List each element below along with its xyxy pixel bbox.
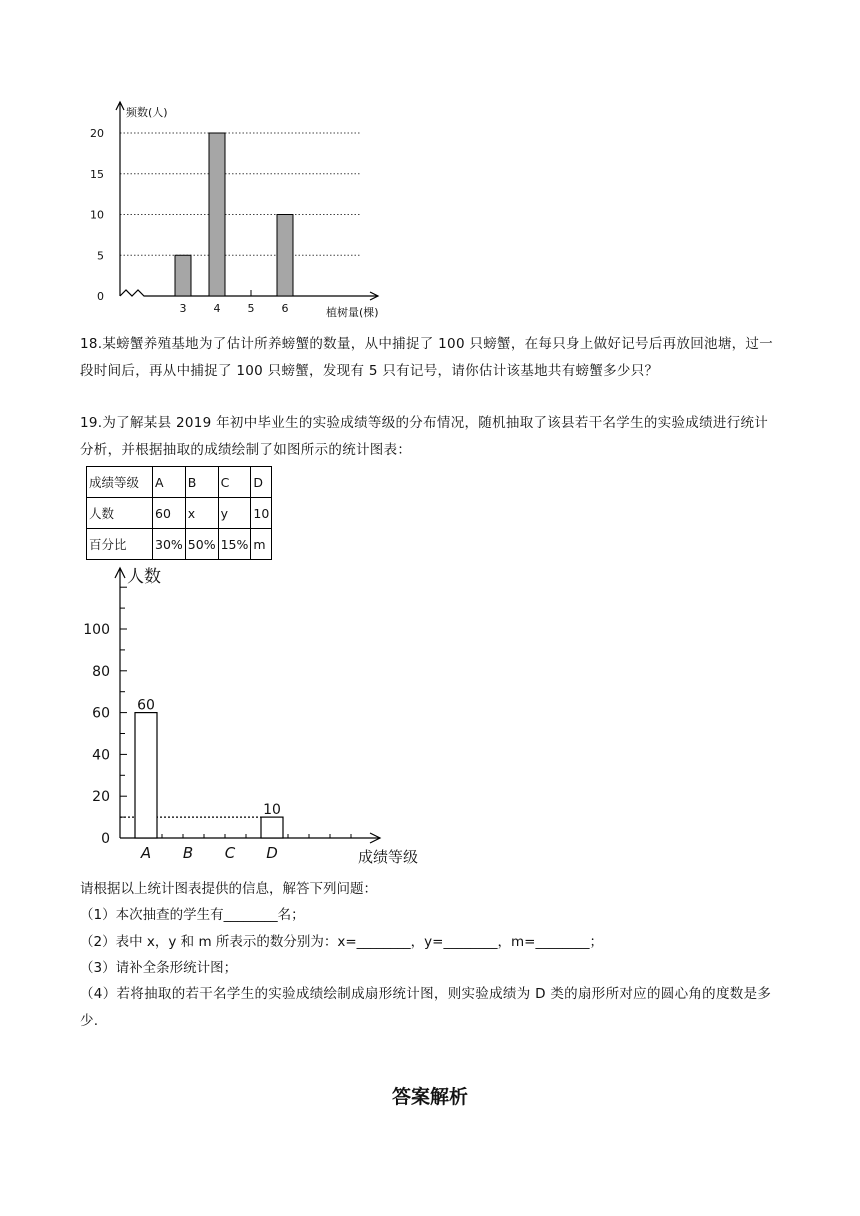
x-tick-label: B bbox=[182, 844, 194, 862]
x-axis-label: 植树量(棵) bbox=[326, 306, 379, 319]
x-tick-label: 3 bbox=[179, 302, 187, 315]
x-tick-label: C bbox=[224, 844, 236, 862]
y-tick-label: 60 bbox=[92, 705, 110, 722]
table-cell: 人数 bbox=[87, 498, 153, 529]
table-cell: 30% bbox=[153, 529, 186, 560]
grade-bar-chart bbox=[80, 560, 440, 870]
y-tick-label: 80 bbox=[92, 663, 110, 680]
data-label-D: 10 bbox=[263, 802, 281, 819]
x-axis-label: 成绩等级 bbox=[358, 848, 419, 866]
bar-A bbox=[135, 713, 157, 838]
table-cell: C bbox=[218, 467, 251, 498]
table-cell: y bbox=[218, 498, 251, 529]
x-tick-label: 5 bbox=[247, 302, 255, 315]
question-18: 18.某螃蟹养殖基地为了估计所养螃蟹的数量，从中捕捉了 100 只螃蟹，在每只身上做好记号后再放回池塘，过一段时间后，再从中捕捉了 100 只螃蟹，发现有 5 只有记号，请你估计该基地共有螃蟹多少只？ bbox=[80, 336, 774, 379]
table-row bbox=[87, 467, 272, 498]
x-tick-label: A bbox=[140, 844, 152, 862]
y-tick-label: 40 bbox=[92, 747, 110, 764]
y-axis-label: 人数 bbox=[127, 567, 161, 587]
bar-3 bbox=[175, 255, 191, 296]
question-19-part-4: （4）若将抽取的若干名学生的实验成绩绘制成扇形统计图，则实验成绩为 D 类的扇形所对应的圆心角的度数是多少. bbox=[80, 986, 772, 1029]
y-tick-label: 5 bbox=[97, 249, 104, 263]
x-tick-label: 6 bbox=[281, 302, 289, 315]
tree-planting-bar-chart bbox=[80, 92, 400, 324]
y-tick-label: 0 bbox=[97, 290, 104, 303]
y-axis-label: 频数(人) bbox=[126, 106, 168, 119]
table-cell: A bbox=[153, 467, 186, 498]
bar-6 bbox=[277, 215, 293, 297]
answer-heading: 答案解析 bbox=[391, 1086, 468, 1108]
y-tick-label: 20 bbox=[92, 789, 110, 806]
table-cell: 60 bbox=[153, 498, 186, 529]
y-tick-label: 20 bbox=[90, 127, 104, 140]
question-19-part-2: （2）表中 x，y 和 m 所表示的数分别为：x=________，y=________，m=________； bbox=[80, 934, 603, 950]
table-cell: x bbox=[185, 498, 218, 529]
grade-table bbox=[86, 466, 272, 560]
y-tick-label: 0 bbox=[101, 831, 110, 847]
table-cell: 成绩等级 bbox=[87, 467, 153, 498]
y-tick-label: 100 bbox=[83, 622, 110, 638]
question-19-intro: 19.为了解某县 2019 年初中毕业生的实验成绩等级的分布情况，随机抽取了该县若干名学生的实验成绩进行统计分析，并根据抽取的成绩绘制了如图所示的统计图表： bbox=[80, 415, 769, 458]
table-cell: 百分比 bbox=[87, 529, 153, 560]
bar-4 bbox=[209, 133, 225, 296]
x-tick-label: 4 bbox=[213, 302, 221, 315]
table-cell: 10 bbox=[251, 498, 272, 529]
y-tick-label: 15 bbox=[90, 167, 104, 181]
question-19-part-3: （3）请补全条形统计图； bbox=[80, 960, 238, 976]
y-tick-label: 10 bbox=[90, 208, 104, 222]
table-row bbox=[87, 498, 272, 529]
question-19-prompt: 请根据以上统计图表提供的信息，解答下列问题： bbox=[80, 881, 377, 897]
table-cell: 15% bbox=[218, 529, 251, 560]
x-tick-label: D bbox=[266, 844, 278, 862]
bar-D bbox=[261, 817, 283, 838]
table-cell: D bbox=[251, 467, 272, 498]
table-cell: 50% bbox=[185, 529, 218, 560]
x-axis bbox=[120, 290, 378, 296]
table-row bbox=[87, 529, 272, 560]
data-label-A: 60 bbox=[137, 697, 155, 714]
table-cell: m bbox=[251, 529, 272, 560]
table-cell: B bbox=[185, 467, 218, 498]
question-19-part-1: （1）本次抽查的学生有________名； bbox=[80, 907, 305, 923]
